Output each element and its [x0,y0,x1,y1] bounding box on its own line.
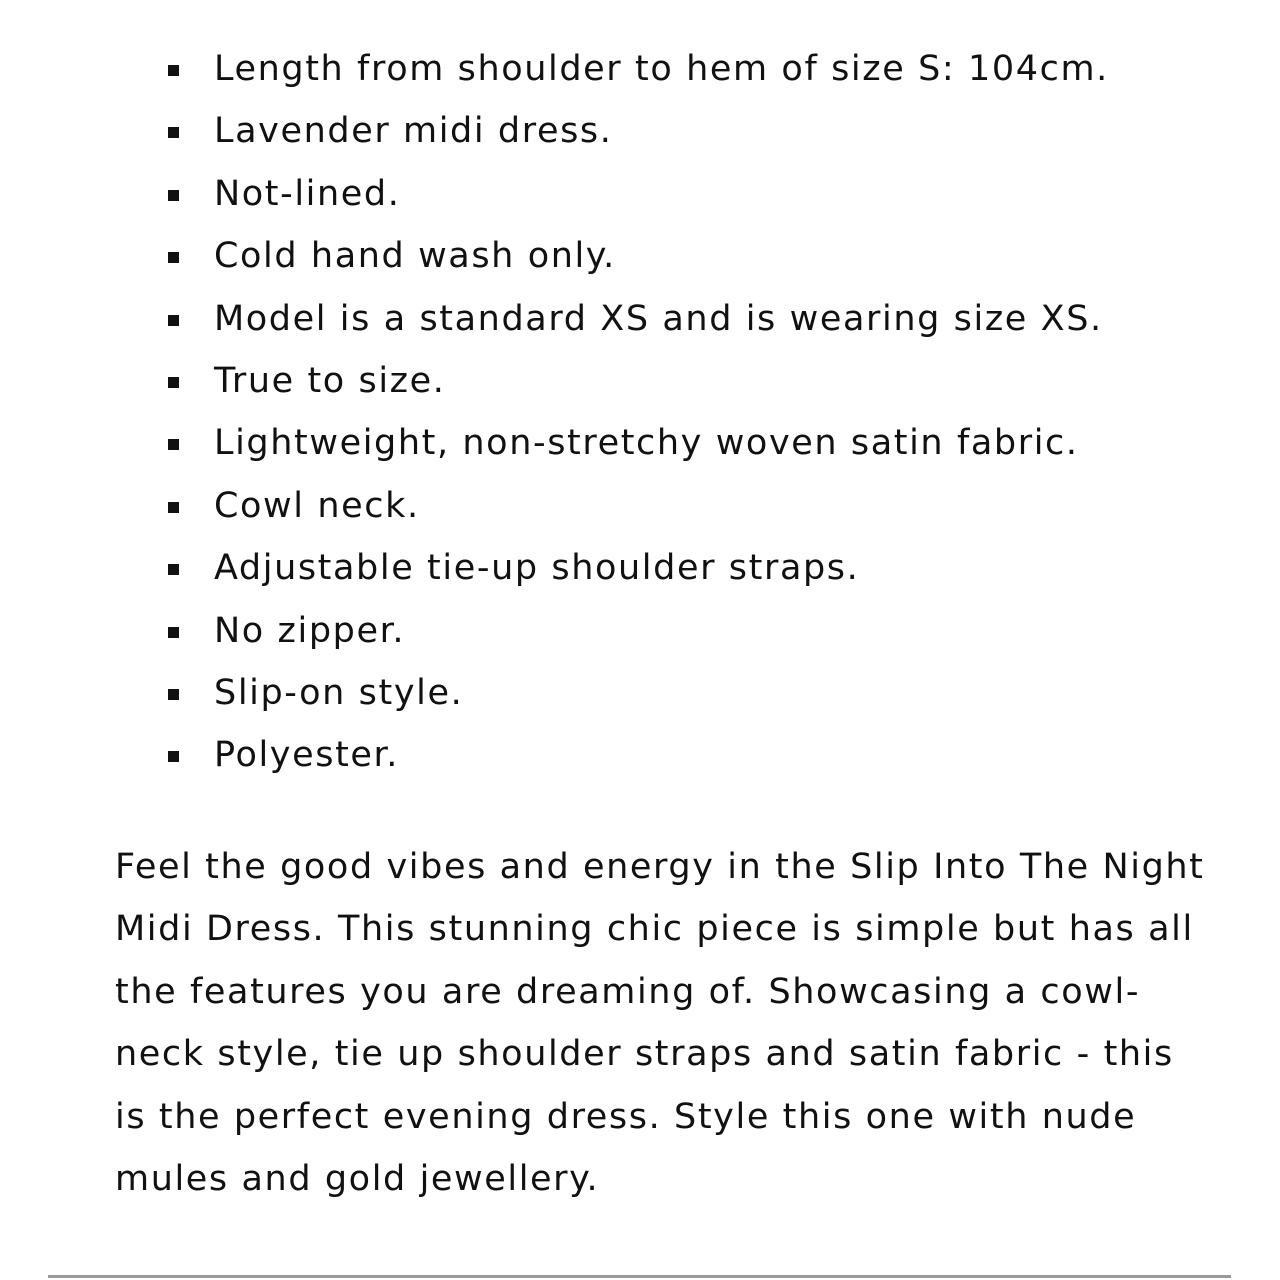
square-bullet-icon [168,377,179,388]
feature-item [166,38,1226,100]
feature-item [166,350,1226,412]
feature-item [166,225,1226,287]
feature-text: Cold hand wash only. [214,236,616,277]
square-bullet-icon [168,65,179,76]
feature-text: Lavender midi dress. [214,111,613,152]
feature-item [166,475,1226,537]
section-divider [48,1275,1231,1278]
square-bullet-icon [168,564,179,575]
feature-item [166,288,1226,350]
feature-text: Length from shoulder to hem of size S: 104cm. [214,49,1109,89]
feature-list [166,38,1226,787]
feature-item [166,724,1226,786]
feature-item [166,412,1226,474]
feature-item [166,600,1226,662]
feature-item [166,662,1226,724]
feature-text: Lightweight, non-stretchy woven satin fabric. [214,423,1079,464]
square-bullet-icon [168,502,179,513]
square-bullet-icon [168,127,179,138]
square-bullet-icon [168,252,179,263]
feature-text: Polyester. [214,735,400,776]
square-bullet-icon [168,689,179,700]
feature-text: No zipper. [214,610,406,651]
square-bullet-icon [168,627,179,638]
feature-text: Adjustable tie-up shoulder straps. [214,548,860,589]
square-bullet-icon [168,315,179,326]
feature-item [166,537,1226,599]
product-description: Feel the good vibes and energy in the Slip Into The Night Midi Dress. This stunning chic piece is simple but has all the features you are dreaming of. Showcasing a cowl-neck style, tie up shoulder straps and satin fabric - this is the perfect evening dress. Style this one with nude mules and gold jewellery. [115,847,1205,1200]
feature-text: Not-lined. [214,173,401,214]
square-bullet-icon [168,751,179,762]
feature-text: Cowl neck. [214,485,420,526]
feature-text: Slip-on style. [214,672,464,713]
square-bullet-icon [168,190,179,201]
square-bullet-icon [168,439,179,450]
feature-text: Model is a standard XS and is wearing size XS. [214,298,1103,339]
feature-item [166,100,1226,162]
feature-text: True to size. [214,360,446,401]
feature-item [166,163,1226,225]
